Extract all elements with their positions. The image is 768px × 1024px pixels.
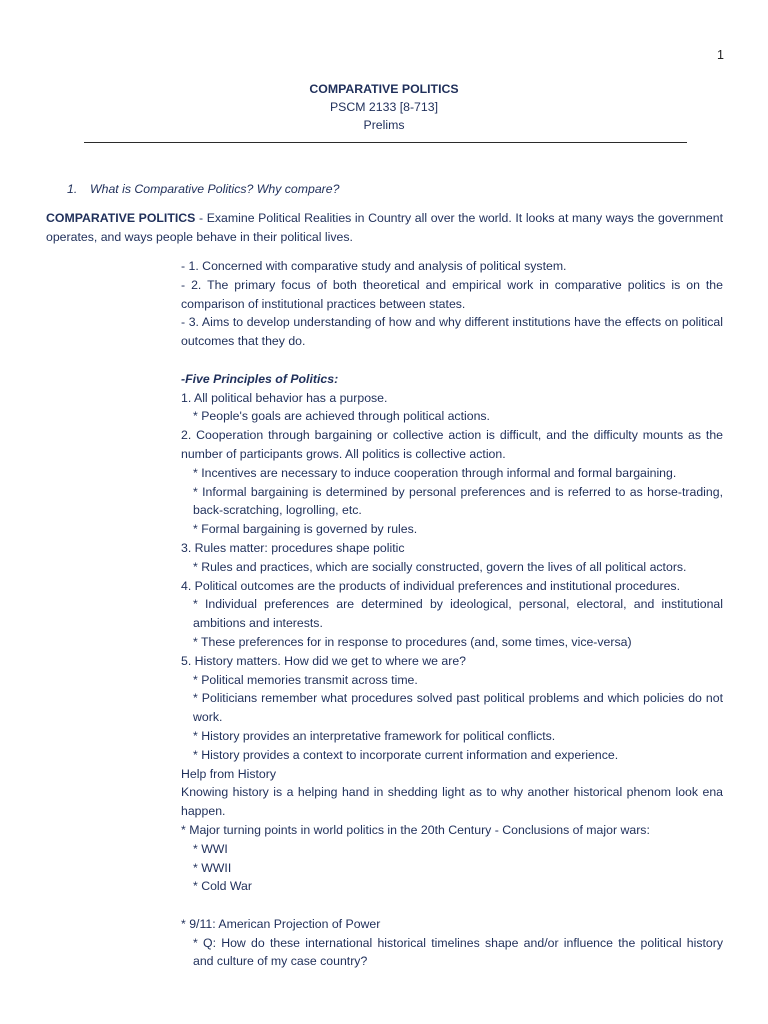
question-number: 1. xyxy=(67,182,78,196)
principle-line: * History provides a context to incorporate current information and experience. xyxy=(193,747,619,762)
principle-line: * These preferences for in response to procedures (and, some times, vice-versa) xyxy=(193,634,632,649)
principle-line: * History provides an interpretative framework for political conflicts. xyxy=(193,728,556,743)
point-item: - 3. Aims to develop understanding of how and why different institutions have the effects on political outcomes that they do. xyxy=(181,315,723,349)
closing-line: * Q: How do these international historical timelines shape and/or influence the political history and culture of my case country? xyxy=(193,935,723,969)
page-number: 1 xyxy=(717,48,724,62)
intro-definition: - Examine Political Realities in Country all over the world. It looks at many ways the government operates, and ways people behave in their political lives. xyxy=(46,211,723,244)
spacer xyxy=(181,896,723,915)
intro-term: COMPARATIVE POLITICS xyxy=(46,211,196,225)
principles-list xyxy=(181,389,723,897)
principle-line: 3. Rules matter: procedures shape politic xyxy=(181,540,405,555)
principle-line: * Incentives are necessary to induce cooperation through informal and formal bargaining. xyxy=(193,465,677,480)
question-text: What is Comparative Politics? Why compare? xyxy=(90,182,340,196)
point-item: - 1. Concerned with comparative study and analysis of political system. xyxy=(181,259,567,273)
principle-line: * Political memories transmit across time. xyxy=(193,672,418,687)
closing-line: * 9/11: American Projection of Power xyxy=(181,916,381,931)
principle-line: * Cold War xyxy=(193,879,252,894)
principle-line: Help from History xyxy=(181,766,276,781)
principle-line: * WWII xyxy=(193,860,232,875)
principle-line: 5. History matters. How did we get to where we are? xyxy=(181,653,466,668)
principle-line: * WWI xyxy=(193,841,228,856)
term-label: Prelims xyxy=(363,118,405,132)
principle-line: 1. All political behavior has a purpose. xyxy=(181,390,388,405)
principle-line: 4. Political outcomes are the products of individual preferences and institutional procedures. xyxy=(181,578,680,593)
principle-line: * Rules and practices, which are socially constructed, govern the lives of all political actors. xyxy=(193,559,687,574)
point-item: - 2. The primary focus of both theoretical and empirical work in comparative politics is on the comparison of institutional practices between states. xyxy=(181,277,723,311)
principle-line: * People's goals are achieved through political actions. xyxy=(193,409,490,424)
spacer xyxy=(181,351,723,370)
principle-line: * Politicians remember what procedures solved past political problems and which policies do not work. xyxy=(193,691,723,725)
intro-paragraph xyxy=(46,209,723,247)
principle-line: Knowing history is a helping hand in shedding light as to why another historical phenom look ena happen. xyxy=(181,785,723,819)
principle-line: * Informal bargaining is determined by personal preferences and is referred to as horse-trading, back-scratching, logrolling, etc. xyxy=(193,484,723,518)
question-heading xyxy=(67,180,339,199)
document-header xyxy=(0,80,768,134)
body-content xyxy=(181,257,723,971)
header-divider xyxy=(84,142,687,143)
principle-line: * Formal bargaining is governed by rules. xyxy=(193,522,418,537)
principle-line: * Major turning points in world politics in the 20th Century - Conclusions of major wars: xyxy=(181,822,650,837)
principle-line: * Individual preferences are determined by ideological, personal, electoral, and institutional ambitions and interests. xyxy=(193,597,723,631)
principle-line: 2. Cooperation through bargaining or collective action is difficult, and the difficulty mounts as the number of participants grows. All politics is collective action. xyxy=(181,428,723,461)
points-list xyxy=(181,257,723,351)
course-title: COMPARATIVE POLITICS xyxy=(309,82,459,96)
course-code: PSCM 2133 [8-713] xyxy=(329,100,438,114)
closing-list xyxy=(181,915,723,971)
principles-heading: -Five Principles of Politics: xyxy=(181,371,339,386)
